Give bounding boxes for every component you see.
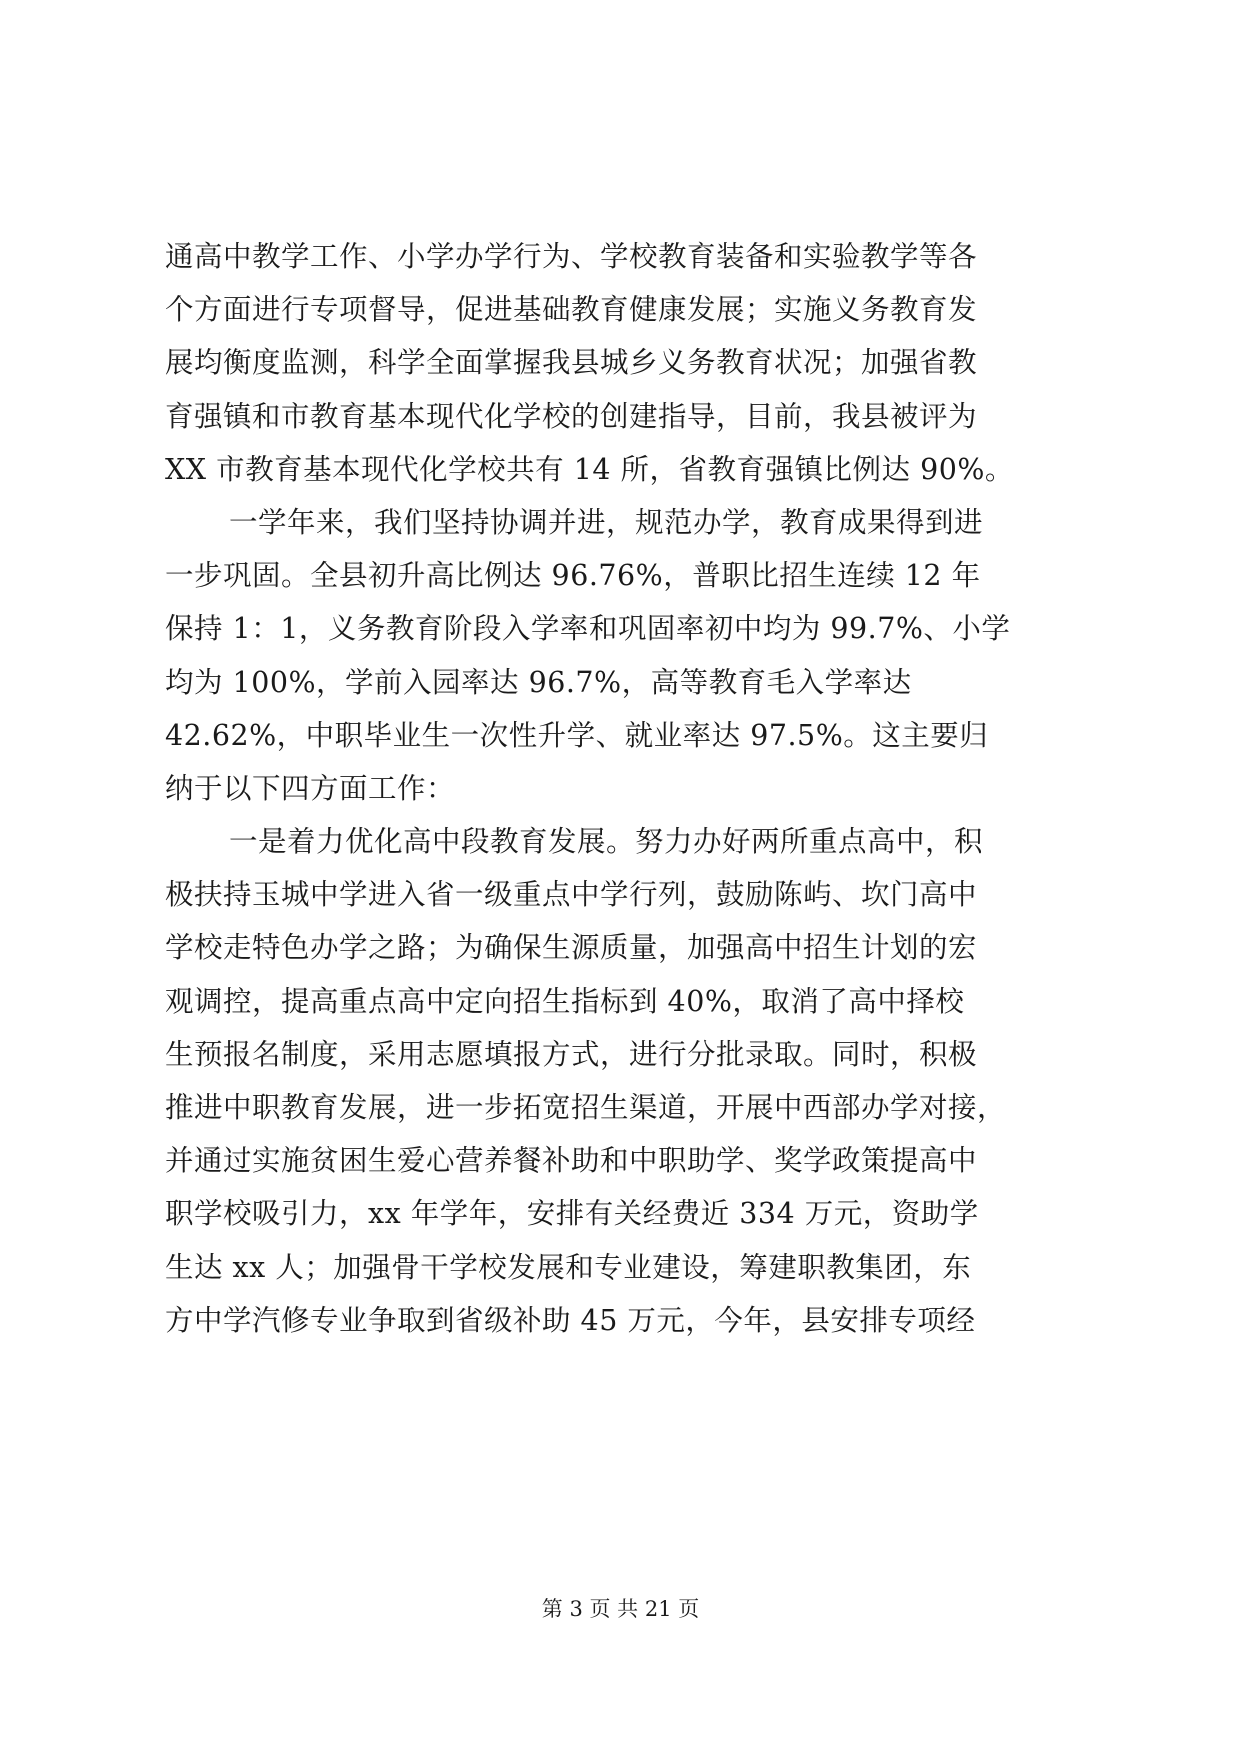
text-line: 纳于以下四方面工作： — [165, 771, 456, 805]
body-text — [165, 230, 1075, 1347]
text-line: 个方面进行专项督导，促进基础教育健康发展；实施义务教育发 — [165, 293, 978, 327]
text-line: 生预报名制度，采用志愿填报方式，进行分批录取。同时，积极 — [165, 1037, 978, 1071]
paragraph-start-line: 一是着力优化高中段教育发展。努力办好两所重点高中，积 — [229, 825, 984, 859]
text-line: 方中学汽修专业争取到省级补助 45 万元，今年，县安排专项经 — [165, 1303, 976, 1337]
text-line: XX 市教育基本现代化学校共有 14 所，省教育强镇比例达 90%。 — [165, 452, 1014, 486]
text-line: 生达 xx 人；加强骨干学校发展和专业建设，筹建职教集团，东 — [165, 1250, 972, 1284]
text-line: 一步巩固。全县初升高比例达 96.76%，普职比招生连续 12 年 — [165, 559, 981, 593]
text-line: 展均衡度监测，科学全面掌握我县城乡义务教育状况；加强省教 — [165, 346, 978, 380]
text-line: 均为 100%，学前入园率达 96.7%，高等教育毛入学率达 — [165, 665, 912, 699]
text-line: 并通过实施贫困生爱心营养餐补助和中职助学、奖学政策提高中 — [165, 1144, 978, 1178]
text-line: 职学校吸引力，xx 年学年，安排有关经费近 334 万元，资助学 — [165, 1197, 979, 1231]
page-number-label: 第 3 页 共 21 页 — [541, 1597, 700, 1621]
text-line: 极扶持玉城中学进入省一级重点中学行列，鼓励陈屿、坎门高中 — [165, 878, 978, 912]
page-footer — [0, 1594, 1241, 1624]
text-line: 通高中教学工作、小学办学行为、学校教育装备和实验教学等各 — [165, 240, 978, 273]
paragraph-start-line: 一学年来，我们坚持协调并进，规范办学，教育成果得到进 — [229, 505, 984, 539]
text-line: 学校走特色办学之路；为确保生源质量，加强高中招生计划的宏 — [165, 931, 978, 965]
text-line: 42.62%，中职毕业生一次性升学、就业率达 97.5%。这主要归 — [165, 718, 989, 752]
text-line: 保持 1：1，义务教育阶段入学率和巩固率初中均为 99.7%、小学 — [165, 612, 1011, 646]
text-line: 观调控，提高重点高中定向招生指标到 40%，取消了高中择校 — [165, 984, 965, 1018]
text-line: 推进中职教育发展，进一步拓宽招生渠道，开展中西部办学对接， — [165, 1091, 1007, 1124]
text-line: 育强镇和市教育基本现代化学校的创建指导，目前，我县被评为 — [165, 399, 978, 433]
